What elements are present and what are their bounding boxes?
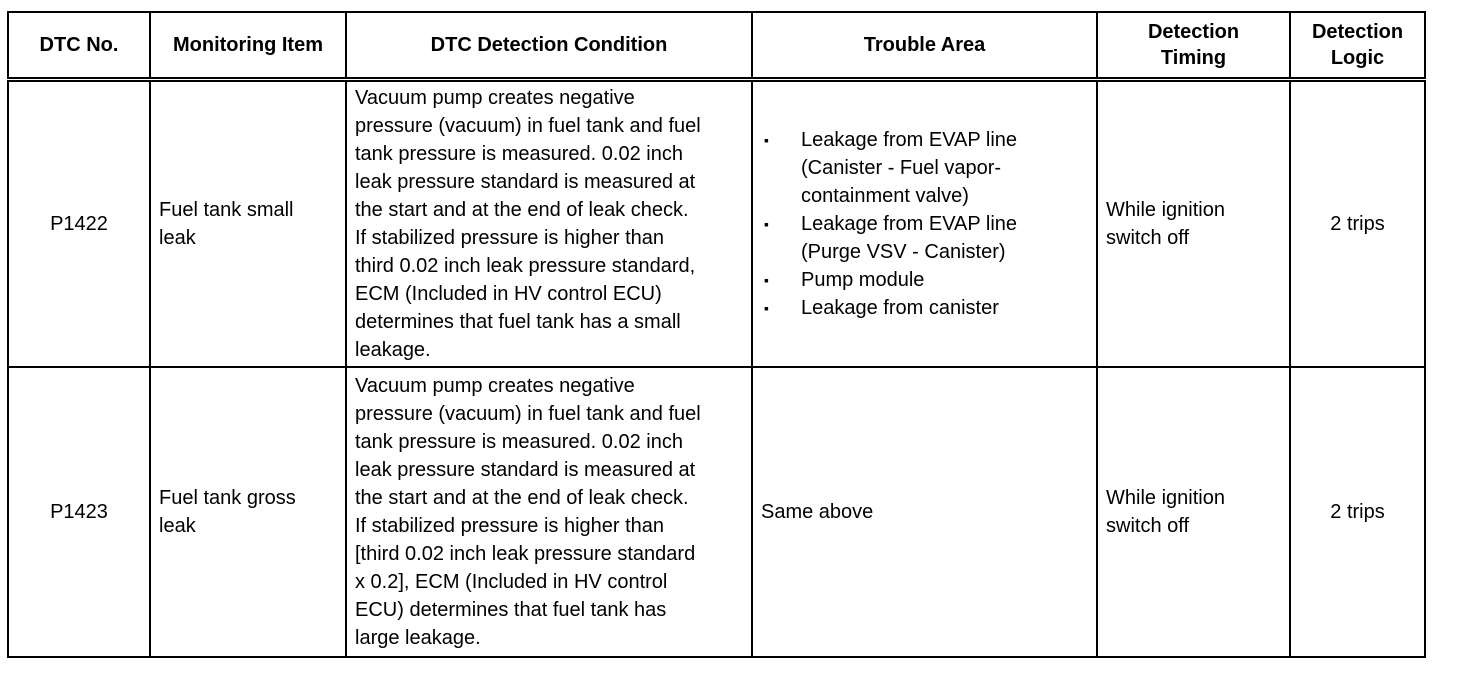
list-item: ▪ Leakage from EVAP line (Purge VSV - Canister) — [761, 210, 1088, 266]
dtc-table — [7, 11, 1426, 658]
header-detection-logic: Detection Logic — [1290, 12, 1425, 79]
detection-logic-cell: 2 trips — [1290, 79, 1425, 367]
bullet-icon: ▪ — [764, 271, 769, 288]
detection-condition-cell: Vacuum pump creates negative pressure (vacuum) in fuel tank and fuel tank pressure is measured. 0.02 inch leak pressure standard is measured at the start and at the end of leak check. If stabilized pressure is higher than third 0.02 inch leak pressure standard, ECM (Included in HV control ECU) determines that fuel tank has a small leakage. — [346, 79, 752, 367]
header-row — [8, 12, 1425, 79]
trouble-area-cell — [752, 79, 1097, 367]
dtc-code-cell: P1423 — [8, 367, 150, 657]
header-detection-timing: Detection Timing — [1097, 12, 1290, 79]
trouble-area-cell: Same above — [752, 367, 1097, 657]
detection-condition-cell: Vacuum pump creates negative pressure (vacuum) in fuel tank and fuel tank pressure is measured. 0.02 inch leak pressure standard is measured at the start and at the end of leak check. If stabilized pressure is higher than [third 0.02 inch leak pressure standard x 0.2], ECM (Included in HV control ECU) determines that fuel tank has large leakage. — [346, 367, 752, 657]
detection-timing-cell: While ignition switch off — [1097, 79, 1290, 367]
dtc-code-cell: P1422 — [8, 79, 150, 367]
header-monitoring-item: Monitoring Item — [150, 12, 346, 79]
monitoring-item-cell: Fuel tank small leak — [150, 79, 346, 367]
detection-timing-cell: While ignition switch off — [1097, 367, 1290, 657]
bullet-icon: ▪ — [764, 299, 769, 316]
header-trouble-area: Trouble Area — [752, 12, 1097, 79]
bullet-icon: ▪ — [764, 215, 769, 232]
header-detection-condition: DTC Detection Condition — [346, 12, 752, 79]
list-item: ▪ Leakage from EVAP line (Canister - Fuel vapor- containment valve) — [761, 126, 1088, 210]
header-dtc-no: DTC No. — [8, 12, 150, 79]
bullet-icon: ▪ — [764, 131, 769, 148]
table-row — [8, 367, 1425, 657]
trouble-area-list — [761, 126, 1088, 322]
list-item: ▪ Leakage from canister — [761, 294, 1088, 322]
list-item: ▪ Pump module — [761, 266, 1088, 294]
detection-logic-cell: 2 trips — [1290, 367, 1425, 657]
table-row — [8, 79, 1425, 367]
monitoring-item-cell: Fuel tank gross leak — [150, 367, 346, 657]
